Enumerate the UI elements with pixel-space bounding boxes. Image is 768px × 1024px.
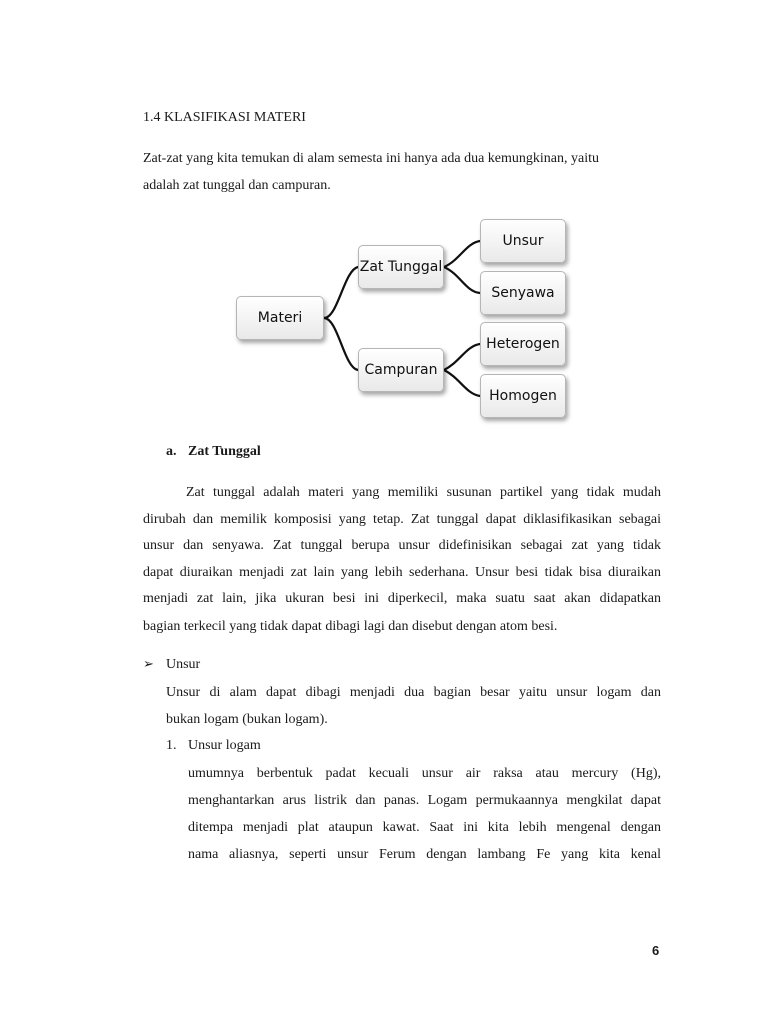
subsection-a-marker: a.: [166, 444, 177, 459]
unsur-logam-number: 1.: [166, 738, 177, 753]
zat-tunggal-line-4: dapat diuraikan menjadi zat lain yang lebih sederhana. Unsur besi tidak bisa diuraikan: [143, 565, 661, 580]
page-number: 6: [652, 943, 660, 958]
connector-zat-tunggal-senyawa: [444, 267, 480, 293]
zat-tunggal-line-1: Zat tunggal adalah materi yang memiliki susunan partikel yang tidak mudah: [186, 485, 661, 500]
node-materi: Materi: [236, 296, 324, 340]
unsur-logam-line-2: menghantarkan arus listrik dan panas. Logam permukaannya mengkilat dapat: [188, 793, 661, 808]
unsur-logam-line-1: umumnya berbentuk padat kecuali unsur air raksa atau mercury (Hg),: [188, 766, 661, 781]
intro-line-2: adalah zat tunggal dan campuran.: [143, 178, 331, 193]
intro-line-1: Zat-zat yang kita temukan di alam semesta ini hanya ada dua kemungkinan, yaitu: [143, 151, 600, 166]
subsection-a-heading: [166, 444, 261, 460]
node-senyawa: Senyawa: [480, 271, 566, 315]
connector-materi-campuran: [324, 318, 358, 370]
connector-campuran-homogen: [444, 370, 480, 396]
unsur-line-2: bukan logam (bukan logam).: [166, 712, 328, 727]
unsur-title: Unsur: [166, 657, 201, 672]
subsection-a-title: Zat Tunggal: [188, 444, 261, 459]
unsur-logam-title: Unsur logam: [188, 738, 261, 753]
section-heading: 1.4 KLASIFIKASI MATERI: [143, 110, 306, 125]
zat-tunggal-line-3: unsur dan senyawa. Zat tunggal berupa unsur didefinisikan sebagai zat yang tidak: [143, 538, 661, 553]
node-heterogen: Heterogen: [480, 322, 566, 366]
node-zat-tunggal: Zat Tunggal: [358, 245, 444, 289]
unsur-logam-line-3: ditempa menjadi plat ataupun kawat. Saat ini kita lebih mengenal dengan: [188, 820, 661, 835]
node-homogen: Homogen: [480, 374, 566, 418]
unsur-bullet-icon: ➢: [143, 657, 154, 672]
connector-campuran-heterogen: [444, 344, 480, 370]
zat-tunggal-line-6: bagian terkecil yang tidak dapat dibagi lagi dan disebut dengan atom besi.: [143, 619, 558, 634]
zat-tunggal-line-2: dirubah dan memilik komposisi yang tetap. Zat tunggal dapat diklasifikasikan sebagai: [143, 512, 661, 527]
connector-materi-zat-tunggal: [324, 267, 358, 318]
unsur-logam-line-4: nama aliasnya, seperti unsur Ferum dengan lambang Fe yang kita kenal: [188, 847, 661, 862]
node-unsur: Unsur: [480, 219, 566, 263]
zat-tunggal-line-5: menjadi zat lain, jika ukuran besi ini diperkecil, maka suatu saat akan didapatkan: [143, 591, 661, 606]
classification-diagram: [228, 210, 578, 430]
unsur-line-1: Unsur di alam dapat dibagi menjadi dua bagian besar yaitu unsur logam dan: [166, 685, 661, 700]
node-campuran: Campuran: [358, 348, 444, 392]
connector-zat-tunggal-unsur: [444, 241, 480, 267]
